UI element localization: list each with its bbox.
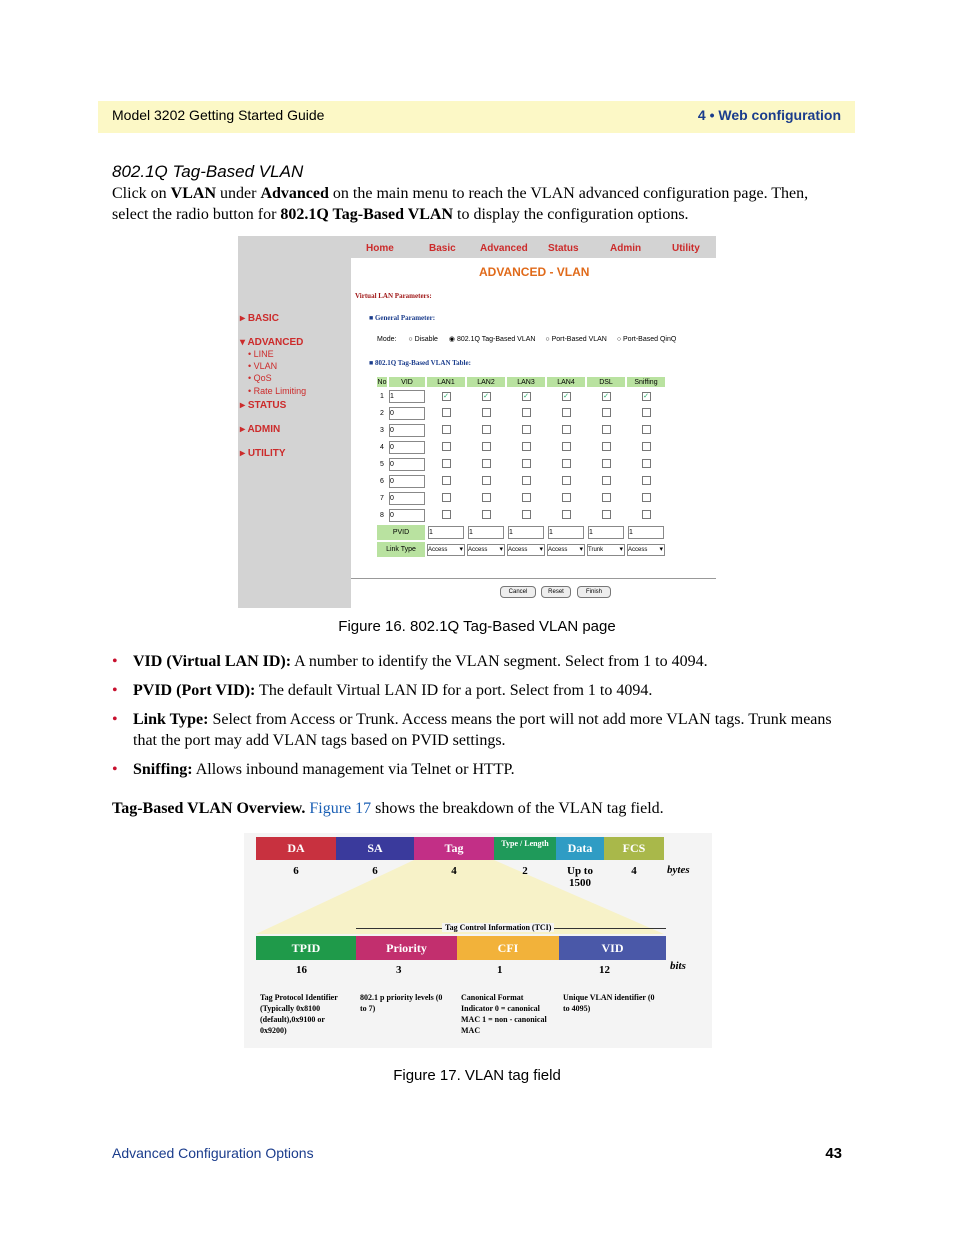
finish-button[interactable]: Finish bbox=[577, 586, 611, 598]
table-row bbox=[377, 406, 665, 421]
port-checkbox[interactable]: ✓ bbox=[483, 393, 489, 400]
row-number: 4 bbox=[380, 444, 384, 451]
port-checkbox[interactable] bbox=[442, 442, 451, 451]
bullet-item: • VID (Virtual LAN ID): A number to identify the VLAN segment. Select from 1 to 4094. bbox=[112, 653, 708, 670]
row-number: 5 bbox=[380, 461, 384, 468]
port-checkbox[interactable] bbox=[562, 459, 571, 468]
nav-home[interactable]: Home bbox=[366, 243, 394, 254]
linktype-select[interactable]: Access ▾ bbox=[427, 544, 465, 556]
mode-qinq[interactable]: ○ Port-Based QinQ bbox=[616, 336, 677, 343]
bytes-label: bytes bbox=[667, 864, 690, 876]
port-checkbox[interactable]: ✓ bbox=[523, 393, 529, 400]
bullet-item: • PVID (Port VID): The default Virtual LAN ID for a port. Select from 1 to 4094. bbox=[112, 682, 653, 699]
general-param-label: ■ General Parameter: bbox=[369, 314, 436, 322]
intro-paragraph: Click on VLAN under Advanced on the main menu to reach the VLAN advanced configuration page. Then, select the radio button for 802.1Q Tag-Based VLAN to display the configuration options. bbox=[112, 185, 809, 223]
bullet-item: • Sniffing: Allows inbound management via Telnet or HTTP. bbox=[112, 761, 515, 778]
port-checkbox[interactable]: ✓ bbox=[603, 393, 609, 400]
table-row bbox=[377, 457, 665, 472]
port-checkbox[interactable] bbox=[442, 408, 451, 417]
sidebar-item-status[interactable]: ▸ STATUS bbox=[240, 400, 287, 411]
frame-field: Data bbox=[556, 837, 604, 860]
port-checkbox[interactable] bbox=[602, 510, 611, 519]
pvid-input[interactable]: 1 bbox=[548, 526, 584, 539]
frame-field-size: 4 bbox=[631, 865, 637, 877]
pvid-input[interactable]: 1 bbox=[468, 526, 504, 539]
frame-field-size: 4 bbox=[451, 865, 457, 877]
port-checkbox[interactable] bbox=[442, 476, 451, 485]
port-checkbox[interactable] bbox=[522, 408, 531, 417]
pvid-input[interactable]: 1 bbox=[508, 526, 544, 539]
tag-field-description: Unique VLAN identifier (0 to 4095) bbox=[563, 993, 655, 1013]
vid-input[interactable]: 0 bbox=[389, 458, 425, 471]
port-checkbox[interactable] bbox=[522, 459, 531, 468]
bullet-item: • Link Type: Select from Access or Trunk. Access means the port will not add more VLAN tags. Trunk means that the port may add VLAN tags based on PVID settings. bbox=[112, 711, 832, 749]
sidebar-item-admin[interactable]: ▸ ADMIN bbox=[240, 424, 281, 435]
port-checkbox[interactable] bbox=[562, 425, 571, 434]
tag-field-size: 3 bbox=[396, 964, 402, 976]
vlan-table-label: ■ 802.1Q Tag-Based VLAN Table: bbox=[369, 359, 471, 367]
frame-field: Type / Length bbox=[494, 837, 556, 860]
port-checkbox[interactable]: ✓ bbox=[643, 393, 649, 400]
vlan-tag-field-figure bbox=[244, 833, 712, 1048]
nav-utility[interactable]: Utility bbox=[672, 243, 700, 254]
linktype-select[interactable]: Access ▾ bbox=[547, 544, 585, 556]
cancel-button[interactable]: Cancel bbox=[500, 586, 536, 598]
port-checkbox[interactable] bbox=[482, 510, 491, 519]
port-checkbox[interactable] bbox=[642, 476, 651, 485]
port-checkbox[interactable] bbox=[642, 510, 651, 519]
port-checkbox[interactable] bbox=[562, 493, 571, 502]
port-checkbox[interactable] bbox=[602, 476, 611, 485]
top-nav bbox=[351, 236, 716, 258]
port-checkbox[interactable] bbox=[442, 493, 451, 502]
chapter-title: 4 • Web configuration bbox=[697, 107, 841, 123]
port-checkbox[interactable] bbox=[482, 493, 491, 502]
nav-advanced[interactable]: Advanced bbox=[480, 243, 528, 254]
page-header bbox=[98, 101, 855, 133]
frame-field: SA bbox=[336, 837, 414, 860]
row-number: 7 bbox=[380, 495, 384, 502]
table-row bbox=[377, 508, 665, 523]
overview-paragraph: Tag-Based VLAN Overview. Figure 17 shows the breakdown of the VLAN tag field. bbox=[112, 800, 664, 817]
port-checkbox[interactable] bbox=[522, 510, 531, 519]
port-checkbox[interactable] bbox=[482, 425, 491, 434]
port-checkbox[interactable] bbox=[562, 476, 571, 485]
nav-admin[interactable]: Admin bbox=[610, 243, 642, 254]
vid-input[interactable]: 1 bbox=[389, 390, 425, 403]
sidebar-sub-vlan[interactable]: • VLAN bbox=[248, 361, 278, 371]
port-checkbox[interactable] bbox=[602, 408, 611, 417]
port-checkbox[interactable] bbox=[642, 459, 651, 468]
table-row bbox=[377, 440, 665, 455]
col-header: LAN3 bbox=[507, 377, 545, 387]
tag-field-size: 12 bbox=[599, 964, 610, 976]
col-header: LAN2 bbox=[467, 377, 505, 387]
mode-row bbox=[377, 335, 676, 343]
port-checkbox[interactable] bbox=[642, 425, 651, 434]
frame-field-size: 6 bbox=[293, 865, 299, 877]
pvid-row bbox=[377, 525, 665, 540]
guide-title: Model 3202 Getting Started Guide bbox=[112, 107, 325, 123]
port-checkbox[interactable] bbox=[642, 493, 651, 502]
port-checkbox[interactable] bbox=[442, 425, 451, 434]
tag-field: VID bbox=[559, 936, 666, 960]
table-row bbox=[377, 423, 665, 438]
tag-field-description: 802.1 p priority levels (0 to 7) bbox=[360, 993, 443, 1013]
vid-input[interactable]: 0 bbox=[389, 509, 425, 522]
port-checkbox[interactable] bbox=[522, 442, 531, 451]
table-row bbox=[377, 389, 665, 404]
port-checkbox[interactable] bbox=[522, 425, 531, 434]
linktype-row bbox=[377, 542, 665, 557]
sidebar-item-utility[interactable]: ▸ UTILITY bbox=[240, 448, 286, 459]
linktype-select[interactable]: Access ▾ bbox=[467, 544, 505, 556]
pvid-input[interactable]: 1 bbox=[428, 526, 464, 539]
frame-field: DA bbox=[256, 837, 336, 860]
tag-field-size: 16 bbox=[296, 964, 307, 976]
sidebar-sub-qos[interactable]: • QoS bbox=[248, 373, 272, 383]
sidebar-sub-rate-limiting[interactable]: • Rate Limiting bbox=[248, 386, 307, 396]
port-checkbox[interactable] bbox=[442, 459, 451, 468]
reset-button[interactable]: Reset bbox=[541, 586, 571, 598]
frame-field-size: 6 bbox=[372, 865, 378, 877]
vid-input[interactable]: 0 bbox=[389, 424, 425, 437]
frame-field: Tag bbox=[414, 837, 494, 860]
vlan-params-label: Virtual LAN Parameters: bbox=[355, 292, 432, 300]
pvid-input[interactable]: 1 bbox=[588, 526, 624, 539]
port-checkbox[interactable] bbox=[482, 408, 491, 417]
sidebar-item-basic[interactable]: ▸ BASIC bbox=[240, 313, 279, 324]
bullet-dot: • bbox=[112, 761, 118, 778]
tag-field: Priority bbox=[356, 936, 457, 960]
frame-field: FCS bbox=[604, 837, 664, 860]
port-checkbox[interactable]: ✓ bbox=[563, 393, 569, 400]
col-header: Sniffing bbox=[627, 377, 665, 387]
figure-17-link[interactable]: Figure 17 bbox=[309, 800, 372, 817]
row-number: 6 bbox=[380, 478, 384, 485]
nav-basic[interactable]: Basic bbox=[429, 243, 456, 254]
port-checkbox[interactable] bbox=[562, 510, 571, 519]
frame-field-size: Up to 1500 bbox=[567, 865, 593, 889]
tag-field-description: Canonical Format Indicator 0 = canonical MAC 1 = non - canonical MAC bbox=[461, 993, 547, 1035]
mode-label: Mode: bbox=[377, 336, 397, 343]
port-checkbox[interactable] bbox=[482, 476, 491, 485]
mode-disable[interactable]: ○ Disable bbox=[408, 336, 438, 343]
port-checkbox[interactable] bbox=[562, 408, 571, 417]
tag-field: CFI bbox=[457, 936, 559, 960]
tci-label: Tag Control Information (TCI) bbox=[442, 923, 554, 932]
port-checkbox[interactable] bbox=[602, 442, 611, 451]
col-header: LAN4 bbox=[547, 377, 585, 387]
port-checkbox[interactable] bbox=[482, 442, 491, 451]
bullet-dot: • bbox=[112, 682, 118, 699]
sidebar-item-advanced[interactable]: ▾ ADVANCED bbox=[240, 337, 304, 348]
page-title: ADVANCED - VLAN bbox=[479, 265, 590, 279]
vid-input[interactable]: 0 bbox=[389, 475, 425, 488]
vlan-config-screenshot bbox=[238, 236, 716, 608]
tag-field-description: Tag Protocol Identifier (Typically 0x8100 (default),0x9100 or 0x9200) bbox=[260, 993, 338, 1035]
pvid-label: PVID bbox=[377, 525, 425, 540]
bullet-list bbox=[112, 651, 847, 788]
linktype-select[interactable]: Trunk ▾ bbox=[587, 544, 625, 556]
port-checkbox[interactable] bbox=[522, 493, 531, 502]
linktype-select[interactable]: Access ▾ bbox=[507, 544, 545, 556]
bullet-dot: • bbox=[112, 653, 118, 670]
table-row bbox=[377, 491, 665, 506]
col-header: DSL bbox=[587, 377, 625, 387]
linktype-label: Link Type bbox=[377, 542, 425, 557]
linktype-select[interactable]: Access ▾ bbox=[627, 544, 665, 556]
row-number: 8 bbox=[380, 512, 384, 519]
frame-field-size: 2 bbox=[522, 865, 528, 877]
pvid-input[interactable]: 1 bbox=[628, 526, 664, 539]
table-row bbox=[377, 474, 665, 489]
page-number: 43 bbox=[825, 1145, 842, 1162]
tag-field: TPID bbox=[256, 936, 356, 960]
figure-17-caption: Figure 17. VLAN tag field bbox=[393, 1067, 561, 1084]
port-checkbox[interactable] bbox=[642, 408, 651, 417]
bits-label: bits bbox=[670, 960, 686, 972]
port-checkbox[interactable] bbox=[562, 442, 571, 451]
port-checkbox[interactable] bbox=[602, 459, 611, 468]
mode-tag-based[interactable]: ◉ 802.1Q Tag-Based VLAN bbox=[448, 336, 536, 343]
col-header: LAN1 bbox=[427, 377, 465, 387]
port-checkbox[interactable] bbox=[602, 425, 611, 434]
row-number: 2 bbox=[380, 410, 384, 417]
col-header: No bbox=[377, 378, 387, 386]
vid-input[interactable]: 0 bbox=[389, 492, 425, 505]
footer-section: Advanced Configuration Options bbox=[112, 1145, 314, 1161]
port-checkbox[interactable] bbox=[442, 510, 451, 519]
vid-input[interactable]: 0 bbox=[389, 441, 425, 454]
vlan-table bbox=[375, 375, 667, 559]
port-checkbox[interactable] bbox=[522, 476, 531, 485]
sidebar bbox=[238, 236, 351, 608]
vid-input[interactable]: 0 bbox=[389, 407, 425, 420]
port-checkbox[interactable] bbox=[642, 442, 651, 451]
tag-field-size: 1 bbox=[497, 964, 503, 976]
col-header: VID bbox=[389, 377, 425, 387]
divider bbox=[351, 578, 716, 579]
bullet-dot: • bbox=[112, 711, 118, 728]
row-number: 1 bbox=[380, 393, 384, 400]
section-title: 802.1Q Tag-Based VLAN bbox=[112, 162, 304, 181]
nav-status[interactable]: Status bbox=[548, 243, 579, 254]
mode-port-based[interactable]: ○ Port-Based VLAN bbox=[545, 336, 607, 343]
figure-16-caption: Figure 16. 802.1Q Tag-Based VLAN page bbox=[338, 618, 616, 635]
sidebar-sub-line[interactable]: • LINE bbox=[248, 349, 274, 359]
port-checkbox[interactable] bbox=[482, 459, 491, 468]
port-checkbox[interactable]: ✓ bbox=[443, 393, 449, 400]
port-checkbox[interactable] bbox=[602, 493, 611, 502]
row-number: 3 bbox=[380, 427, 384, 434]
